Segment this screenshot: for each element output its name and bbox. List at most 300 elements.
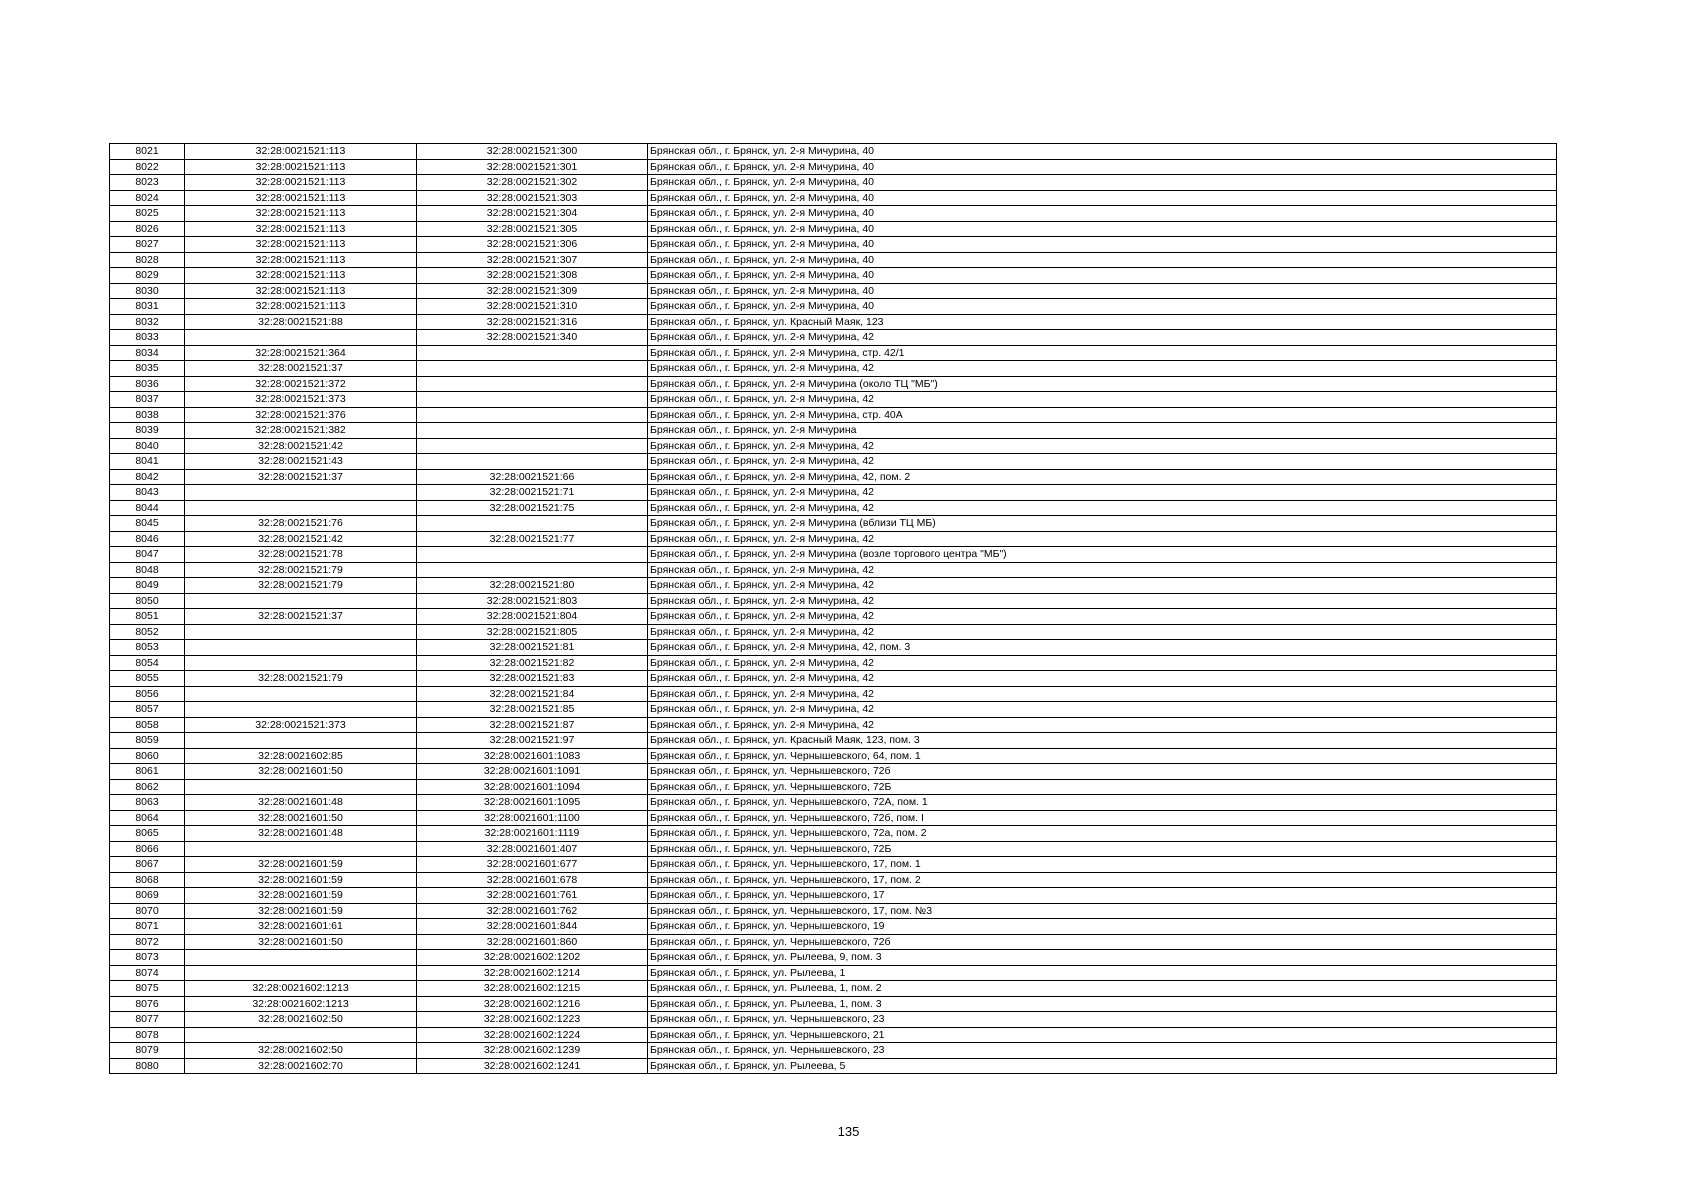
cadastral-number-cell	[417, 562, 648, 578]
parent-cadastral-number-cell: 32:28:0021601:59	[185, 903, 417, 919]
parent-cadastral-number-cell	[185, 702, 417, 718]
row-number-cell: 8073	[110, 950, 185, 966]
parent-cadastral-number-cell: 32:28:0021521:42	[185, 531, 417, 547]
table-row	[110, 469, 1557, 485]
row-number-cell: 8077	[110, 1012, 185, 1028]
parent-cadastral-number-cell: 32:28:0021521:113	[185, 190, 417, 206]
parent-cadastral-number-cell	[185, 779, 417, 795]
address-cell: Брянская обл., г. Брянск, ул. 2-я Мичурина, 42	[648, 485, 1557, 501]
parent-cadastral-number-cell: 32:28:0021601:59	[185, 857, 417, 873]
parent-cadastral-number-cell: 32:28:0021521:113	[185, 206, 417, 222]
address-cell: Брянская обл., г. Брянск, ул. 2-я Мичурина, 42	[648, 330, 1557, 346]
parent-cadastral-number-cell	[185, 593, 417, 609]
parent-cadastral-number-cell: 32:28:0021521:43	[185, 454, 417, 470]
row-number-cell: 8024	[110, 190, 185, 206]
parent-cadastral-number-cell: 32:28:0021601:50	[185, 764, 417, 780]
table-row	[110, 950, 1557, 966]
cadastral-number-cell: 32:28:0021521:340	[417, 330, 648, 346]
table-row	[110, 1043, 1557, 1059]
row-number-cell: 8063	[110, 795, 185, 811]
table-row	[110, 1058, 1557, 1074]
page-number: 135	[837, 1124, 860, 1139]
row-number-cell: 8052	[110, 624, 185, 640]
parent-cadastral-number-cell: 32:28:0021521:113	[185, 175, 417, 191]
table-row	[110, 423, 1557, 439]
parent-cadastral-number-cell: 32:28:0021521:372	[185, 376, 417, 392]
address-cell: Брянская обл., г. Брянск, ул. 2-я Мичурина, стр. 42/1	[648, 345, 1557, 361]
address-cell: Брянская обл., г. Брянск, ул. Чернышевского, 17	[648, 888, 1557, 904]
cadastral-number-cell: 32:28:0021521:85	[417, 702, 648, 718]
row-number-cell: 8043	[110, 485, 185, 501]
address-cell: Брянская обл., г. Брянск, ул. Рылеева, 5	[648, 1058, 1557, 1074]
address-cell: Брянская обл., г. Брянск, ул. Чернышевского, 19	[648, 919, 1557, 935]
parent-cadastral-number-cell: 32:28:0021521:76	[185, 516, 417, 532]
row-number-cell: 8059	[110, 733, 185, 749]
cadastral-number-cell: 32:28:0021602:1241	[417, 1058, 648, 1074]
cadastral-number-cell: 32:28:0021521:306	[417, 237, 648, 253]
row-number-cell: 8064	[110, 810, 185, 826]
address-cell: Брянская обл., г. Брянск, ул. 2-я Мичурина, 40	[648, 283, 1557, 299]
row-number-cell: 8046	[110, 531, 185, 547]
parent-cadastral-number-cell: 32:28:0021521:78	[185, 547, 417, 563]
cadastral-table	[109, 143, 1557, 1074]
parent-cadastral-number-cell: 32:28:0021601:50	[185, 810, 417, 826]
parent-cadastral-number-cell: 32:28:0021601:48	[185, 795, 417, 811]
table-row	[110, 500, 1557, 516]
table-row	[110, 593, 1557, 609]
table-row	[110, 516, 1557, 532]
table-row	[110, 919, 1557, 935]
row-number-cell: 8027	[110, 237, 185, 253]
cadastral-number-cell: 32:28:0021521:75	[417, 500, 648, 516]
address-cell: Брянская обл., г. Брянск, ул. Рылеева, 1, пом. 3	[648, 996, 1557, 1012]
address-cell: Брянская обл., г. Брянск, ул. Чернышевского, 72Б	[648, 841, 1557, 857]
cadastral-number-cell: 32:28:0021521:304	[417, 206, 648, 222]
cadastral-number-cell: 32:28:0021521:71	[417, 485, 648, 501]
parent-cadastral-number-cell: 32:28:0021521:113	[185, 221, 417, 237]
cadastral-number-cell: 32:28:0021601:678	[417, 872, 648, 888]
table-row	[110, 190, 1557, 206]
table-row	[110, 779, 1557, 795]
address-cell: Брянская обл., г. Брянск, ул. 2-я Мичурина, 40	[648, 190, 1557, 206]
row-number-cell: 8058	[110, 717, 185, 733]
cadastral-number-cell	[417, 345, 648, 361]
parent-cadastral-number-cell	[185, 686, 417, 702]
cadastral-number-cell: 32:28:0021601:1083	[417, 748, 648, 764]
table-row	[110, 485, 1557, 501]
table-row	[110, 640, 1557, 656]
address-cell: Брянская обл., г. Брянск, ул. Чернышевского, 23	[648, 1043, 1557, 1059]
cadastral-number-cell: 32:28:0021521:804	[417, 609, 648, 625]
table-row	[110, 888, 1557, 904]
address-cell: Брянская обл., г. Брянск, ул. Рылеева, 1	[648, 965, 1557, 981]
address-cell: Брянская обл., г. Брянск, ул. 2-я Мичурина, 40	[648, 252, 1557, 268]
cadastral-number-cell	[417, 423, 648, 439]
cadastral-number-cell: 32:28:0021601:1094	[417, 779, 648, 795]
table-row	[110, 764, 1557, 780]
parent-cadastral-number-cell: 32:28:0021521:113	[185, 144, 417, 160]
address-cell: Брянская обл., г. Брянск, ул. Рылеева, 1, пом. 2	[648, 981, 1557, 997]
address-cell: Брянская обл., г. Брянск, ул. 2-я Мичурина, 42, пом. 2	[648, 469, 1557, 485]
cadastral-number-cell: 32:28:0021601:407	[417, 841, 648, 857]
row-number-cell: 8030	[110, 283, 185, 299]
row-number-cell: 8050	[110, 593, 185, 609]
row-number-cell: 8048	[110, 562, 185, 578]
cadastral-number-cell: 32:28:0021601:844	[417, 919, 648, 935]
cadastral-number-cell: 32:28:0021521:305	[417, 221, 648, 237]
parent-cadastral-number-cell	[185, 950, 417, 966]
cadastral-number-cell: 32:28:0021601:860	[417, 934, 648, 950]
address-cell: Брянская обл., г. Брянск, ул. Чернышевского, 17, пом. 2	[648, 872, 1557, 888]
address-cell: Брянская обл., г. Брянск, ул. Чернышевского, 72А, пом. 1	[648, 795, 1557, 811]
row-number-cell: 8031	[110, 299, 185, 315]
row-number-cell: 8044	[110, 500, 185, 516]
table-row	[110, 981, 1557, 997]
table-row	[110, 655, 1557, 671]
parent-cadastral-number-cell: 32:28:0021521:364	[185, 345, 417, 361]
row-number-cell: 8065	[110, 826, 185, 842]
cadastral-number-cell: 32:28:0021521:309	[417, 283, 648, 299]
table-row	[110, 299, 1557, 315]
address-cell: Брянская обл., г. Брянск, ул. 2-я Мичурина, 42	[648, 671, 1557, 687]
row-number-cell: 8049	[110, 578, 185, 594]
table-row	[110, 578, 1557, 594]
address-cell: Брянская обл., г. Брянск, ул. 2-я Мичурина, 40	[648, 237, 1557, 253]
address-cell: Брянская обл., г. Брянск, ул. 2-я Мичурина (возле торгового центра "МБ")	[648, 547, 1557, 563]
table-row	[110, 206, 1557, 222]
address-cell: Брянская обл., г. Брянск, ул. 2-я Мичурина, 42	[648, 624, 1557, 640]
table-row	[110, 841, 1557, 857]
parent-cadastral-number-cell	[185, 841, 417, 857]
row-number-cell: 8075	[110, 981, 185, 997]
cadastral-number-cell: 32:28:0021602:1216	[417, 996, 648, 1012]
address-cell: Брянская обл., г. Брянск, ул. Чернышевского, 64, пом. 1	[648, 748, 1557, 764]
row-number-cell: 8054	[110, 655, 185, 671]
address-cell: Брянская обл., г. Брянск, ул. 2-я Мичурина, 40	[648, 299, 1557, 315]
row-number-cell: 8068	[110, 872, 185, 888]
cadastral-number-cell: 32:28:0021521:83	[417, 671, 648, 687]
address-cell: Брянская обл., г. Брянск, ул. 2-я Мичурина, 42, пом. 3	[648, 640, 1557, 656]
address-cell: Брянская обл., г. Брянск, ул. 2-я Мичурина, 40	[648, 144, 1557, 160]
cadastral-number-cell: 32:28:0021521:97	[417, 733, 648, 749]
table-row	[110, 268, 1557, 284]
row-number-cell: 8023	[110, 175, 185, 191]
address-cell: Брянская обл., г. Брянск, ул. Чернышевского, 72Б	[648, 779, 1557, 795]
table-row	[110, 407, 1557, 423]
row-number-cell: 8037	[110, 392, 185, 408]
cadastral-number-cell: 32:28:0021521:87	[417, 717, 648, 733]
address-cell: Брянская обл., г. Брянск, ул. 2-я Мичурина, 42	[648, 717, 1557, 733]
row-number-cell: 8022	[110, 159, 185, 175]
table-row	[110, 857, 1557, 873]
cadastral-number-cell	[417, 438, 648, 454]
table-row	[110, 903, 1557, 919]
parent-cadastral-number-cell: 32:28:0021521:113	[185, 283, 417, 299]
row-number-cell: 8032	[110, 314, 185, 330]
address-cell: Брянская обл., г. Брянск, ул. Чернышевского, 72б	[648, 764, 1557, 780]
table-row	[110, 1027, 1557, 1043]
address-cell: Брянская обл., г. Брянск, ул. 2-я Мичурина (около ТЦ "МБ")	[648, 376, 1557, 392]
address-cell: Брянская обл., г. Брянск, ул. 2-я Мичурина, 40	[648, 159, 1557, 175]
table-row	[110, 609, 1557, 625]
row-number-cell: 8060	[110, 748, 185, 764]
table-row	[110, 314, 1557, 330]
table-row	[110, 438, 1557, 454]
row-number-cell: 8026	[110, 221, 185, 237]
cadastral-number-cell	[417, 361, 648, 377]
table-row	[110, 686, 1557, 702]
row-number-cell: 8067	[110, 857, 185, 873]
parent-cadastral-number-cell: 32:28:0021521:113	[185, 252, 417, 268]
cadastral-number-cell: 32:28:0021521:77	[417, 531, 648, 547]
address-cell: Брянская обл., г. Брянск, ул. Чернышевского, 72а, пом. 2	[648, 826, 1557, 842]
address-cell: Брянская обл., г. Брянск, ул. 2-я Мичурина, 40	[648, 221, 1557, 237]
address-cell: Брянская обл., г. Брянск, ул. 2-я Мичурина, 42	[648, 562, 1557, 578]
row-number-cell: 8041	[110, 454, 185, 470]
row-number-cell: 8042	[110, 469, 185, 485]
parent-cadastral-number-cell: 32:28:0021601:61	[185, 919, 417, 935]
address-cell: Брянская обл., г. Брянск, ул. 2-я Мичурина, 40	[648, 175, 1557, 191]
table-row	[110, 826, 1557, 842]
row-number-cell: 8070	[110, 903, 185, 919]
parent-cadastral-number-cell: 32:28:0021521:376	[185, 407, 417, 423]
address-cell: Брянская обл., г. Брянск, ул. Чернышевского, 23	[648, 1012, 1557, 1028]
table-row	[110, 237, 1557, 253]
address-cell: Брянская обл., г. Брянск, ул. Чернышевского, 72б, пом. I	[648, 810, 1557, 826]
parent-cadastral-number-cell: 32:28:0021601:59	[185, 872, 417, 888]
address-cell: Брянская обл., г. Брянск, ул. 2-я Мичурина, 42	[648, 609, 1557, 625]
address-cell: Брянская обл., г. Брянск, ул. 2-я Мичурина, 42	[648, 500, 1557, 516]
parent-cadastral-number-cell: 32:28:0021521:382	[185, 423, 417, 439]
parent-cadastral-number-cell: 32:28:0021601:50	[185, 934, 417, 950]
row-number-cell: 8038	[110, 407, 185, 423]
cadastral-number-cell: 32:28:0021521:302	[417, 175, 648, 191]
row-number-cell: 8039	[110, 423, 185, 439]
parent-cadastral-number-cell	[185, 640, 417, 656]
address-cell: Брянская обл., г. Брянск, ул. Чернышевского, 72б	[648, 934, 1557, 950]
address-cell: Брянская обл., г. Брянск, ул. Красный Маяк, 123, пом. 3	[648, 733, 1557, 749]
parent-cadastral-number-cell: 32:28:0021521:79	[185, 671, 417, 687]
cadastral-number-cell: 32:28:0021602:1224	[417, 1027, 648, 1043]
cadastral-number-cell: 32:28:0021521:307	[417, 252, 648, 268]
parent-cadastral-number-cell: 32:28:0021601:48	[185, 826, 417, 842]
cadastral-number-cell	[417, 407, 648, 423]
table-row	[110, 283, 1557, 299]
cadastral-number-cell: 32:28:0021521:308	[417, 268, 648, 284]
cadastral-number-cell: 32:28:0021601:1119	[417, 826, 648, 842]
address-cell: Брянская обл., г. Брянск, ул. 2-я Мичурина (вблизи ТЦ МБ)	[648, 516, 1557, 532]
row-number-cell: 8051	[110, 609, 185, 625]
parent-cadastral-number-cell: 32:28:0021602:1213	[185, 981, 417, 997]
cadastral-number-cell: 32:28:0021602:1215	[417, 981, 648, 997]
parent-cadastral-number-cell: 32:28:0021521:113	[185, 268, 417, 284]
parent-cadastral-number-cell: 32:28:0021602:50	[185, 1012, 417, 1028]
row-number-cell: 8047	[110, 547, 185, 563]
cadastral-number-cell: 32:28:0021521:310	[417, 299, 648, 315]
row-number-cell: 8062	[110, 779, 185, 795]
parent-cadastral-number-cell: 32:28:0021602:50	[185, 1043, 417, 1059]
cadastral-number-cell: 32:28:0021521:303	[417, 190, 648, 206]
cadastral-number-cell: 32:28:0021601:1091	[417, 764, 648, 780]
row-number-cell: 8040	[110, 438, 185, 454]
row-number-cell: 8045	[110, 516, 185, 532]
table-row	[110, 1012, 1557, 1028]
parent-cadastral-number-cell	[185, 330, 417, 346]
cadastral-number-cell: 32:28:0021602:1202	[417, 950, 648, 966]
parent-cadastral-number-cell	[185, 500, 417, 516]
cadastral-number-cell	[417, 392, 648, 408]
table-row	[110, 671, 1557, 687]
cadastral-table-body	[110, 144, 1557, 1074]
cadastral-number-cell: 32:28:0021521:82	[417, 655, 648, 671]
address-cell: Брянская обл., г. Брянск, ул. 2-я Мичурина, 42	[648, 454, 1557, 470]
table-row	[110, 330, 1557, 346]
address-cell: Брянская обл., г. Брянск, ул. 2-я Мичурина, 42	[648, 593, 1557, 609]
row-number-cell: 8071	[110, 919, 185, 935]
parent-cadastral-number-cell: 32:28:0021521:373	[185, 392, 417, 408]
cadastral-number-cell	[417, 376, 648, 392]
cadastral-number-cell: 32:28:0021601:762	[417, 903, 648, 919]
parent-cadastral-number-cell: 32:28:0021521:37	[185, 609, 417, 625]
row-number-cell: 8056	[110, 686, 185, 702]
address-cell: Брянская обл., г. Брянск, ул. Рылеева, 9, пом. 3	[648, 950, 1557, 966]
table-row	[110, 996, 1557, 1012]
row-number-cell: 8033	[110, 330, 185, 346]
row-number-cell: 8021	[110, 144, 185, 160]
parent-cadastral-number-cell: 32:28:0021521:37	[185, 469, 417, 485]
table-row	[110, 717, 1557, 733]
cadastral-number-cell: 32:28:0021602:1239	[417, 1043, 648, 1059]
parent-cadastral-number-cell: 32:28:0021521:42	[185, 438, 417, 454]
table-row	[110, 733, 1557, 749]
parent-cadastral-number-cell: 32:28:0021521:79	[185, 578, 417, 594]
row-number-cell: 8072	[110, 934, 185, 950]
cadastral-number-cell: 32:28:0021521:316	[417, 314, 648, 330]
table-row	[110, 345, 1557, 361]
table-row	[110, 795, 1557, 811]
cadastral-number-cell	[417, 454, 648, 470]
address-cell: Брянская обл., г. Брянск, ул. 2-я Мичурина, 42	[648, 361, 1557, 377]
table-row	[110, 144, 1557, 160]
row-number-cell: 8079	[110, 1043, 185, 1059]
cadastral-number-cell: 32:28:0021601:1100	[417, 810, 648, 826]
address-cell: Брянская обл., г. Брянск, ул. 2-я Мичурина, 42	[648, 702, 1557, 718]
row-number-cell: 8035	[110, 361, 185, 377]
table-row	[110, 175, 1557, 191]
row-number-cell: 8029	[110, 268, 185, 284]
row-number-cell: 8036	[110, 376, 185, 392]
row-number-cell: 8061	[110, 764, 185, 780]
row-number-cell: 8025	[110, 206, 185, 222]
parent-cadastral-number-cell	[185, 733, 417, 749]
parent-cadastral-number-cell: 32:28:0021602:1213	[185, 996, 417, 1012]
parent-cadastral-number-cell: 32:28:0021602:70	[185, 1058, 417, 1074]
address-cell: Брянская обл., г. Брянск, ул. 2-я Мичурина, 42	[648, 438, 1557, 454]
parent-cadastral-number-cell: 32:28:0021521:113	[185, 237, 417, 253]
parent-cadastral-number-cell: 32:28:0021521:37	[185, 361, 417, 377]
address-cell: Брянская обл., г. Брянск, ул. 2-я Мичурина, 42	[648, 578, 1557, 594]
cadastral-number-cell: 32:28:0021521:300	[417, 144, 648, 160]
table-row	[110, 531, 1557, 547]
table-row	[110, 361, 1557, 377]
row-number-cell: 8078	[110, 1027, 185, 1043]
parent-cadastral-number-cell: 32:28:0021602:85	[185, 748, 417, 764]
cadastral-number-cell: 32:28:0021601:761	[417, 888, 648, 904]
cadastral-number-cell: 32:28:0021602:1223	[417, 1012, 648, 1028]
address-cell: Брянская обл., г. Брянск, ул. 2-я Мичурина, 40	[648, 268, 1557, 284]
cadastral-number-cell: 32:28:0021521:805	[417, 624, 648, 640]
table-row	[110, 221, 1557, 237]
cadastral-number-cell: 32:28:0021521:803	[417, 593, 648, 609]
address-cell: Брянская обл., г. Брянск, ул. 2-я Мичурина, 42	[648, 531, 1557, 547]
row-number-cell: 8066	[110, 841, 185, 857]
address-cell: Брянская обл., г. Брянск, ул. Красный Маяк, 123	[648, 314, 1557, 330]
cadastral-number-cell	[417, 547, 648, 563]
table-row	[110, 810, 1557, 826]
table-row	[110, 562, 1557, 578]
table-row	[110, 748, 1557, 764]
row-number-cell: 8028	[110, 252, 185, 268]
row-number-cell: 8057	[110, 702, 185, 718]
cadastral-number-cell: 32:28:0021601:677	[417, 857, 648, 873]
table-row	[110, 934, 1557, 950]
cadastral-number-cell	[417, 516, 648, 532]
address-cell: Брянская обл., г. Брянск, ул. Чернышевского, 17, пом. 1	[648, 857, 1557, 873]
table-row	[110, 392, 1557, 408]
parent-cadastral-number-cell	[185, 965, 417, 981]
parent-cadastral-number-cell: 32:28:0021521:113	[185, 299, 417, 315]
table-row	[110, 702, 1557, 718]
row-number-cell: 8074	[110, 965, 185, 981]
address-cell: Брянская обл., г. Брянск, ул. 2-я Мичурина, 40	[648, 206, 1557, 222]
address-cell: Брянская обл., г. Брянск, ул. Чернышевского, 17, пом. №3	[648, 903, 1557, 919]
table-row	[110, 159, 1557, 175]
parent-cadastral-number-cell	[185, 485, 417, 501]
row-number-cell: 8069	[110, 888, 185, 904]
cadastral-number-cell: 32:28:0021521:80	[417, 578, 648, 594]
address-cell: Брянская обл., г. Брянск, ул. 2-я Мичурина, 42	[648, 655, 1557, 671]
row-number-cell: 8034	[110, 345, 185, 361]
cadastral-number-cell: 32:28:0021521:301	[417, 159, 648, 175]
parent-cadastral-number-cell	[185, 624, 417, 640]
address-cell: Брянская обл., г. Брянск, ул. 2-я Мичурина, 42	[648, 392, 1557, 408]
address-cell: Брянская обл., г. Брянск, ул. Чернышевского, 21	[648, 1027, 1557, 1043]
table-row	[110, 252, 1557, 268]
table-row	[110, 965, 1557, 981]
parent-cadastral-number-cell: 32:28:0021521:88	[185, 314, 417, 330]
table-row	[110, 376, 1557, 392]
cadastral-number-cell: 32:28:0021602:1214	[417, 965, 648, 981]
parent-cadastral-number-cell	[185, 1027, 417, 1043]
row-number-cell: 8080	[110, 1058, 185, 1074]
cadastral-number-cell: 32:28:0021521:66	[417, 469, 648, 485]
table-row	[110, 872, 1557, 888]
table-row	[110, 624, 1557, 640]
address-cell: Брянская обл., г. Брянск, ул. 2-я Мичурина, стр. 40А	[648, 407, 1557, 423]
parent-cadastral-number-cell: 32:28:0021601:59	[185, 888, 417, 904]
parent-cadastral-number-cell: 32:28:0021521:373	[185, 717, 417, 733]
address-cell: Брянская обл., г. Брянск, ул. 2-я Мичурина	[648, 423, 1557, 439]
row-number-cell: 8076	[110, 996, 185, 1012]
address-cell: Брянская обл., г. Брянск, ул. 2-я Мичурина, 42	[648, 686, 1557, 702]
parent-cadastral-number-cell: 32:28:0021521:113	[185, 159, 417, 175]
table-row	[110, 454, 1557, 470]
parent-cadastral-number-cell: 32:28:0021521:79	[185, 562, 417, 578]
row-number-cell: 8053	[110, 640, 185, 656]
cadastral-number-cell: 32:28:0021601:1095	[417, 795, 648, 811]
parent-cadastral-number-cell	[185, 655, 417, 671]
cadastral-number-cell: 32:28:0021521:81	[417, 640, 648, 656]
